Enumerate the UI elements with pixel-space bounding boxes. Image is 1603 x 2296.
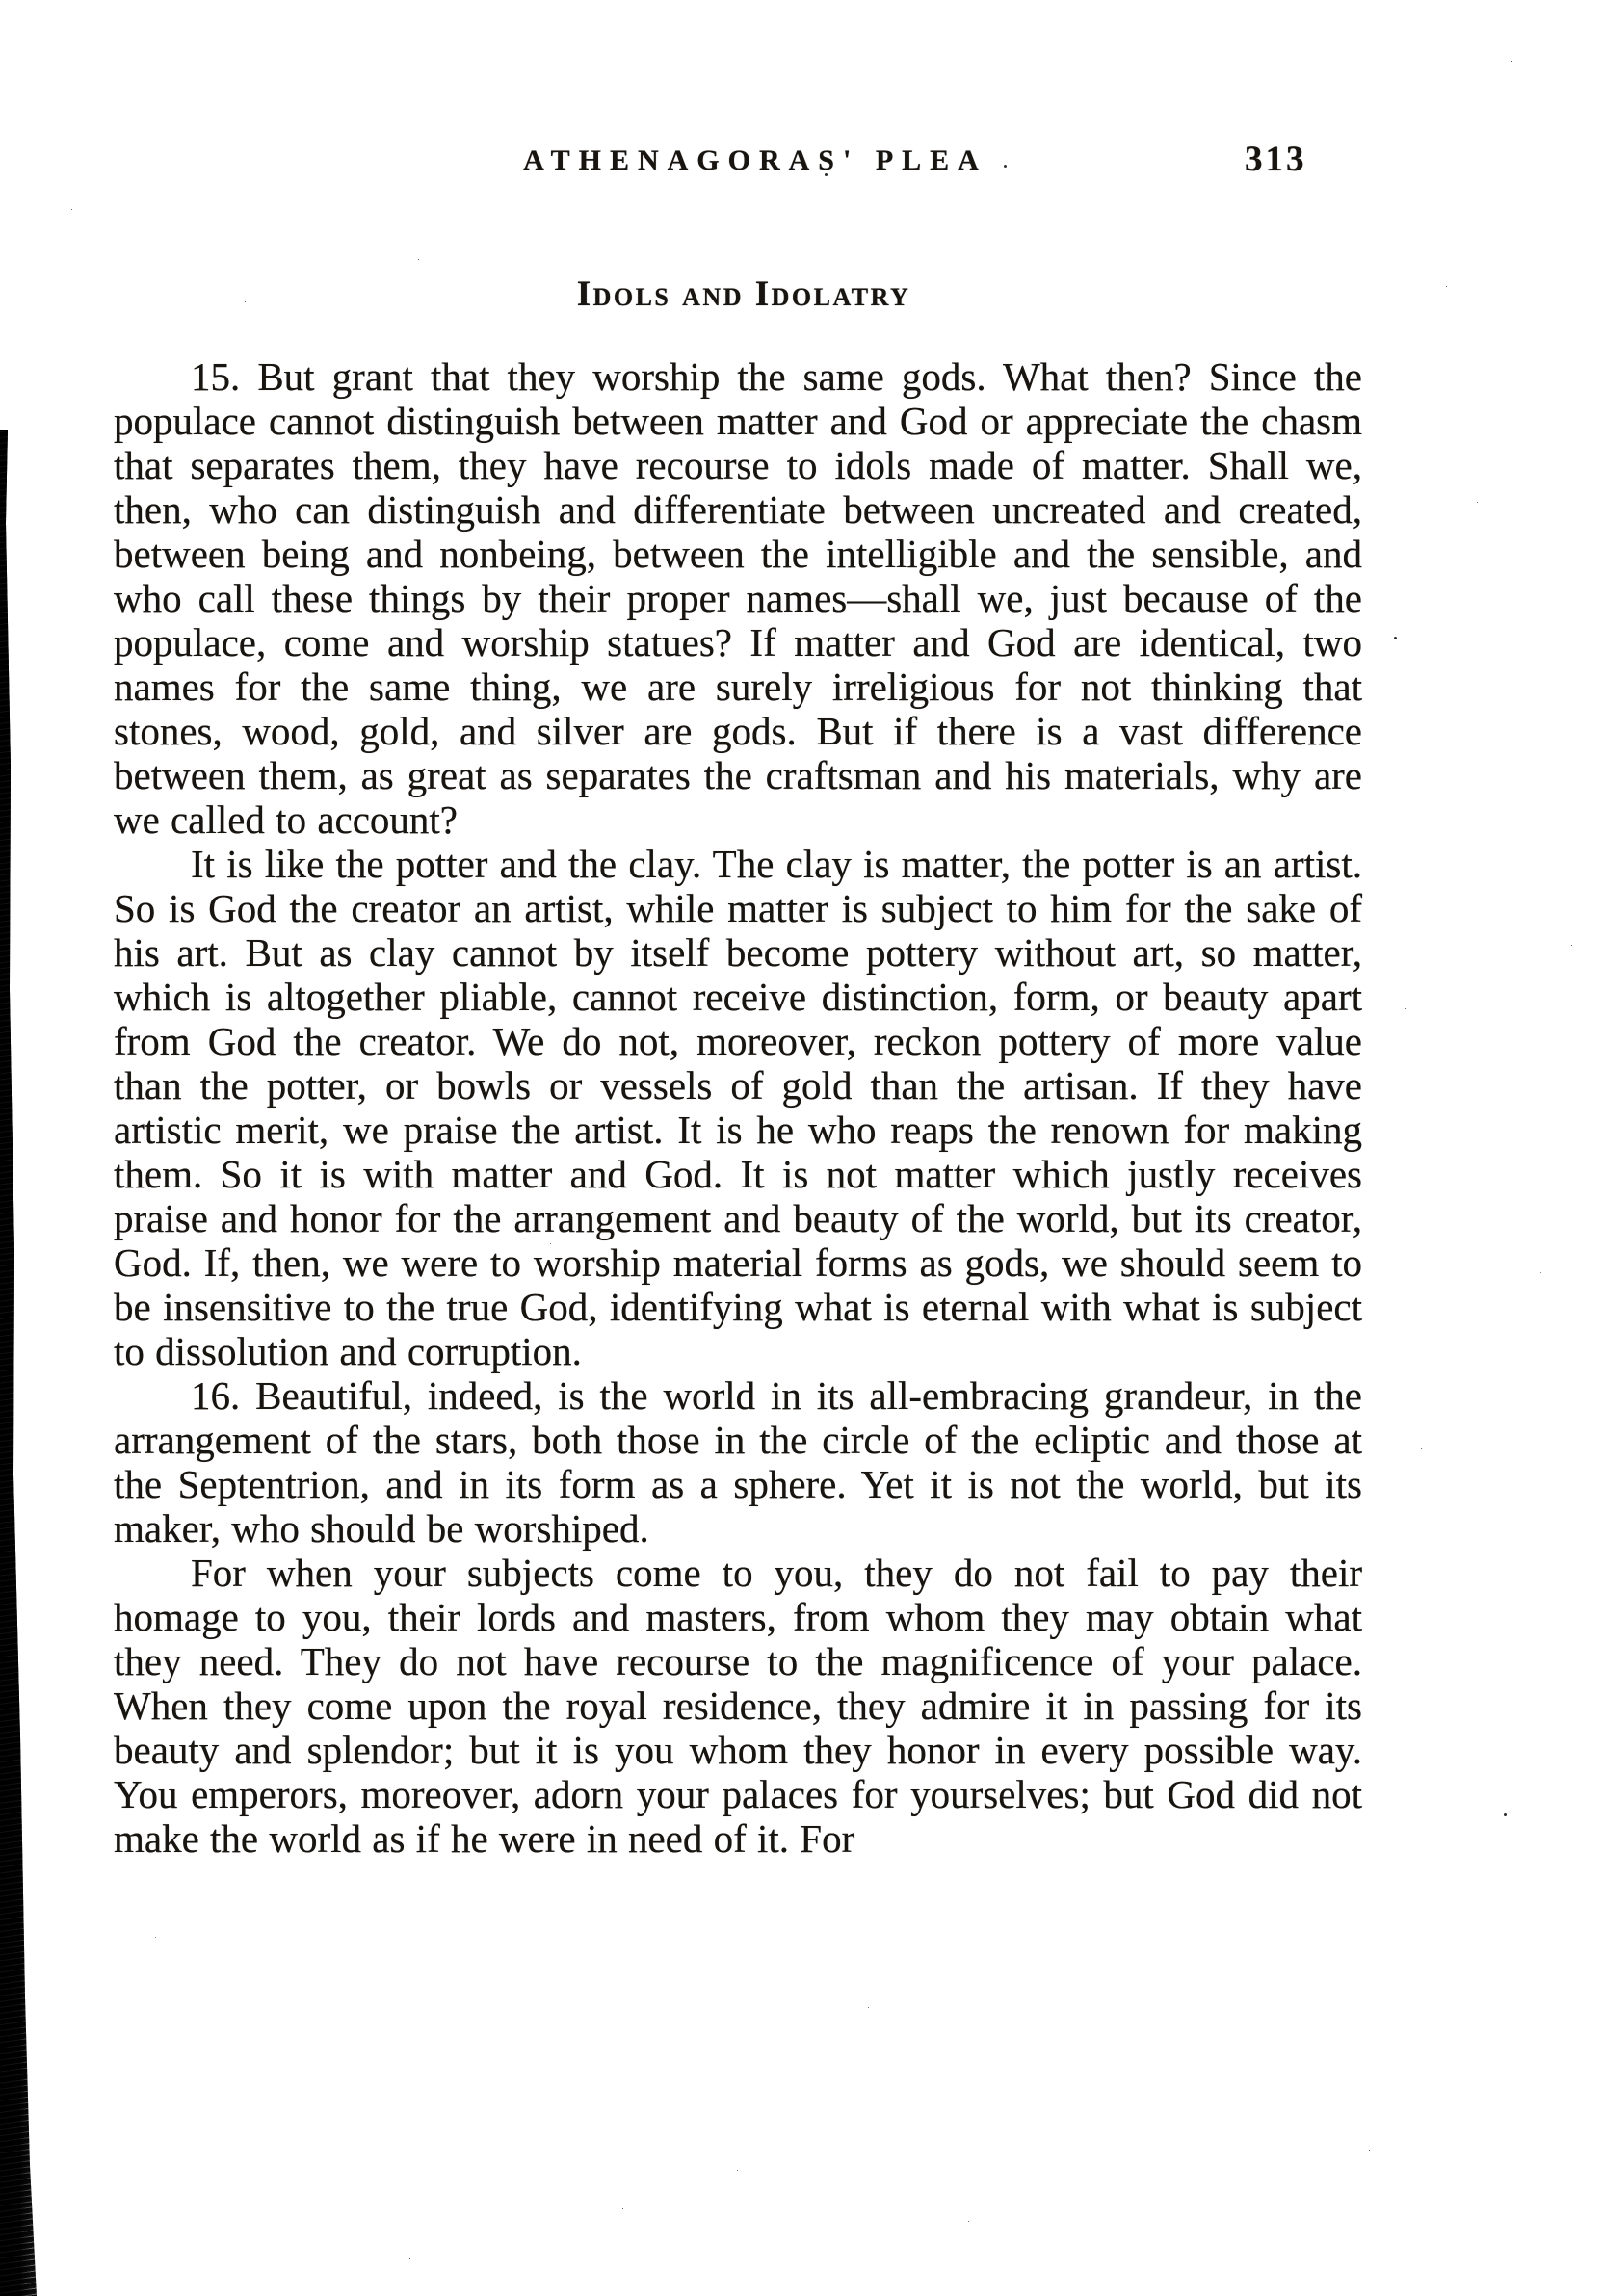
paragraph-15: 15. But grant that they worship the same gods. What then? Since the populace cannot distinguish between matter and God or appreciate the chasm that separates them, they have recourse to idols made of matter. Shall we, then, who can distinguish and differentiate between uncreated and created, between being and nonbeing, between the intelligible and the sensible, and who call these things by their proper names—shall we, just because of the populace, come and worship statues? If matter and God are identical, two names for the same thing, we are surely irreligious for not thinking that stones, wood, gold, and silver are gods. But if there is a vast difference between them, as great as separates the craftsman and his materials, why are we called to account? <box>114 354 1362 842</box>
section-heading: Idols and Idolatry <box>576 274 911 314</box>
paragraph-potter-clay: It is like the potter and the clay. The clay is matter, the potter is an artist. So is God the creator an artist, while matter is subject to him for the sake of his art. But as clay cannot by itself become pottery without art, so matter, which is altogether pliable, cannot receive distinction, form, or beauty apart from God the creator. We do not, moreover, reckon pottery of more value than the potter, or bowls or vessels of gold than the artisan. If they have artistic merit, we praise the artist. It is he who reaps the renown for making them. So it is with matter and God. It is not matter which justly receives praise and honor for the arrangement and beauty of the world, but its creator, God. If, then, we were to worship material forms as gods, we should seem to be insensitive to the true God, identifying what is eternal with what is subject to dissolution and corruption. <box>114 842 1362 1373</box>
binding-shadow <box>0 430 44 2296</box>
running-head-title: ATHENAGORAS' PLEA <box>523 144 987 176</box>
page-body <box>114 354 1362 1861</box>
paragraph-16: 16. Beautiful, indeed, is the world in its all-embracing grandeur, in the arrangement of the stars, both those in the circle of the ecliptic and those at the Septentrion, and in its form as a sphere. Yet it is not the world, but its maker, who should be worshiped. <box>114 1373 1362 1551</box>
paragraph-subjects: For when your subjects come to you, they do not fail to pay their homage to you, their lords and masters, from whom they may obtain what they need. They do not have recourse to the magnificence of your palace. When they come upon the royal residence, they admire it in passing for its beauty and splendor; but it is you whom they honor in every possible way. You emperors, moreover, adorn your palaces for yourselves; but God did not make the world as if he were in need of it. For <box>114 1551 1362 1861</box>
page-number: 313 <box>1245 140 1307 179</box>
scan-noise-speckles <box>0 0 3 3</box>
